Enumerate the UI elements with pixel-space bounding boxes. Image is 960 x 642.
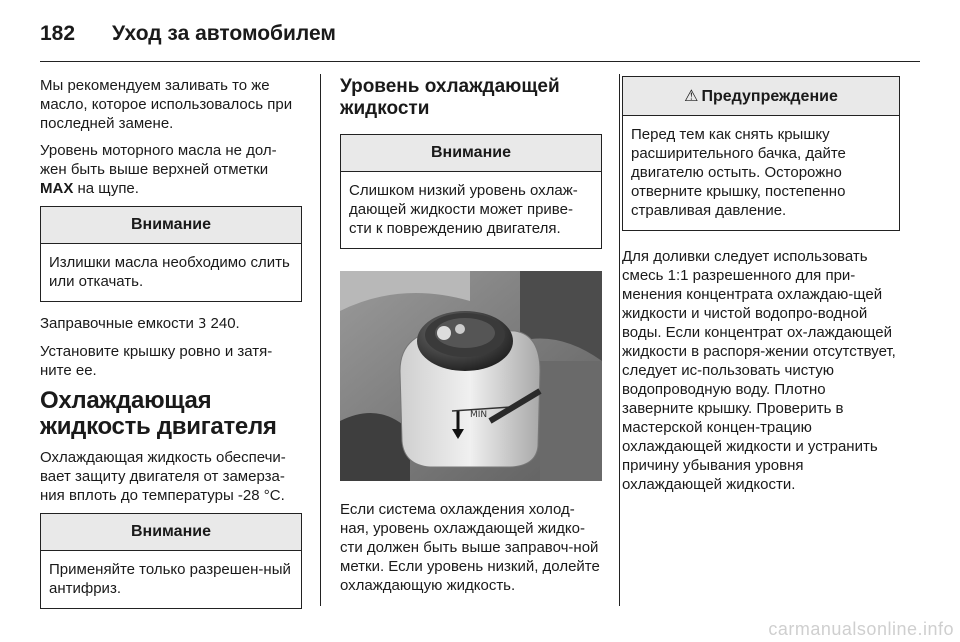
- notice-title: Внимание: [341, 135, 601, 172]
- warning-triangle-icon: ⚠: [684, 88, 699, 105]
- watermark: carmanualsonline.info: [768, 619, 954, 639]
- warning-title: [623, 77, 899, 116]
- page-number: 182: [40, 22, 76, 45]
- paragraph-coolant-mixture: Для доливки следует использовать смесь 1:1 разрешенного для при-менения концентрата охлаждаю-щей жидкости и чистой водопро-водной воды. Если концентрат ох-лаждающей жидкости в распоря-жении отсутствует, следует ис-пользовать чистую водопроводную воду. Плотно заверните крышку. Проверить в мастерской концен-трацию охлаждающей жидкости и устранить причину убывания уровня охлаждающей жидкости.: [622, 248, 896, 493]
- column-divider-2: [619, 74, 620, 606]
- notice-body: Применяйте только разрешен-ный антифриз.: [49, 561, 291, 597]
- section-heading-coolant-level: Уровень охлаждающей жидкости: [340, 76, 560, 119]
- oil-level-text: Уровень моторного масла не дол-жен быть выше верхней отметки: [40, 142, 277, 178]
- notice-body: Слишком низкий уровень охлаж-дающей жидкости может приве-сти к повреждению двигателя.: [349, 182, 578, 237]
- paragraph-oil-level: [40, 141, 302, 198]
- paragraph-cap: Установите крышку ровно и затя-ните ее.: [40, 343, 273, 379]
- notice-oil-excess: [40, 206, 302, 302]
- running-title: Уход за автомобилем: [112, 22, 336, 45]
- column-3: [622, 76, 900, 502]
- section-heading-coolant: Охлаждающая жидкость двигателя: [40, 387, 277, 440]
- notice-title: Внимание: [41, 207, 301, 244]
- min-mark-label: MIN: [470, 410, 488, 420]
- capacities-text: Заправочные емкости: [40, 315, 199, 332]
- max-mark: MAX: [40, 180, 74, 197]
- warning-body: Перед тем как снять крышку расширительного бачка, дайте двигателю остыть. Осторожно отверните крышку, постепенно стравливая давление.: [631, 126, 846, 219]
- page-reference-arrow-icon[interactable]: 3: [198, 317, 207, 332]
- oil-level-end: на щупе.: [73, 180, 139, 197]
- paragraph-oil-recommendation: Мы рекомендуем заливать то же масло, которое использовалось при последней замене.: [40, 77, 293, 132]
- paragraph-coolant-protection: Охлаждающая жидкость обеспечи-вает защиту двигателя от замерза-ния вплоть до температуры -28 °C.: [40, 449, 286, 504]
- page-header: [40, 14, 336, 54]
- page-reference[interactable]: 240.: [206, 315, 240, 332]
- paragraph-coolant-check: Если система охлаждения холод-ная, уровень охлаждающей жидко-сти должен быть выше заправоч-ной метки. Если уровень низкий, долейте охлаждающую жидкость.: [340, 501, 600, 594]
- notice-body: Излишки масла необходимо слить или откачать.: [49, 254, 290, 290]
- column-2: [340, 76, 602, 603]
- coolant-reservoir-photo: [340, 271, 602, 481]
- notice-title: Внимание: [41, 514, 301, 551]
- column-divider-1: [320, 74, 321, 606]
- column-1: [40, 76, 302, 621]
- warning-box: [622, 76, 900, 231]
- notice-low-coolant: [340, 134, 602, 249]
- warning-title-text: Предупреждение: [701, 88, 838, 105]
- paragraph-capacities: [40, 314, 302, 334]
- notice-antifreeze: [40, 513, 302, 609]
- header-rule: [40, 61, 920, 62]
